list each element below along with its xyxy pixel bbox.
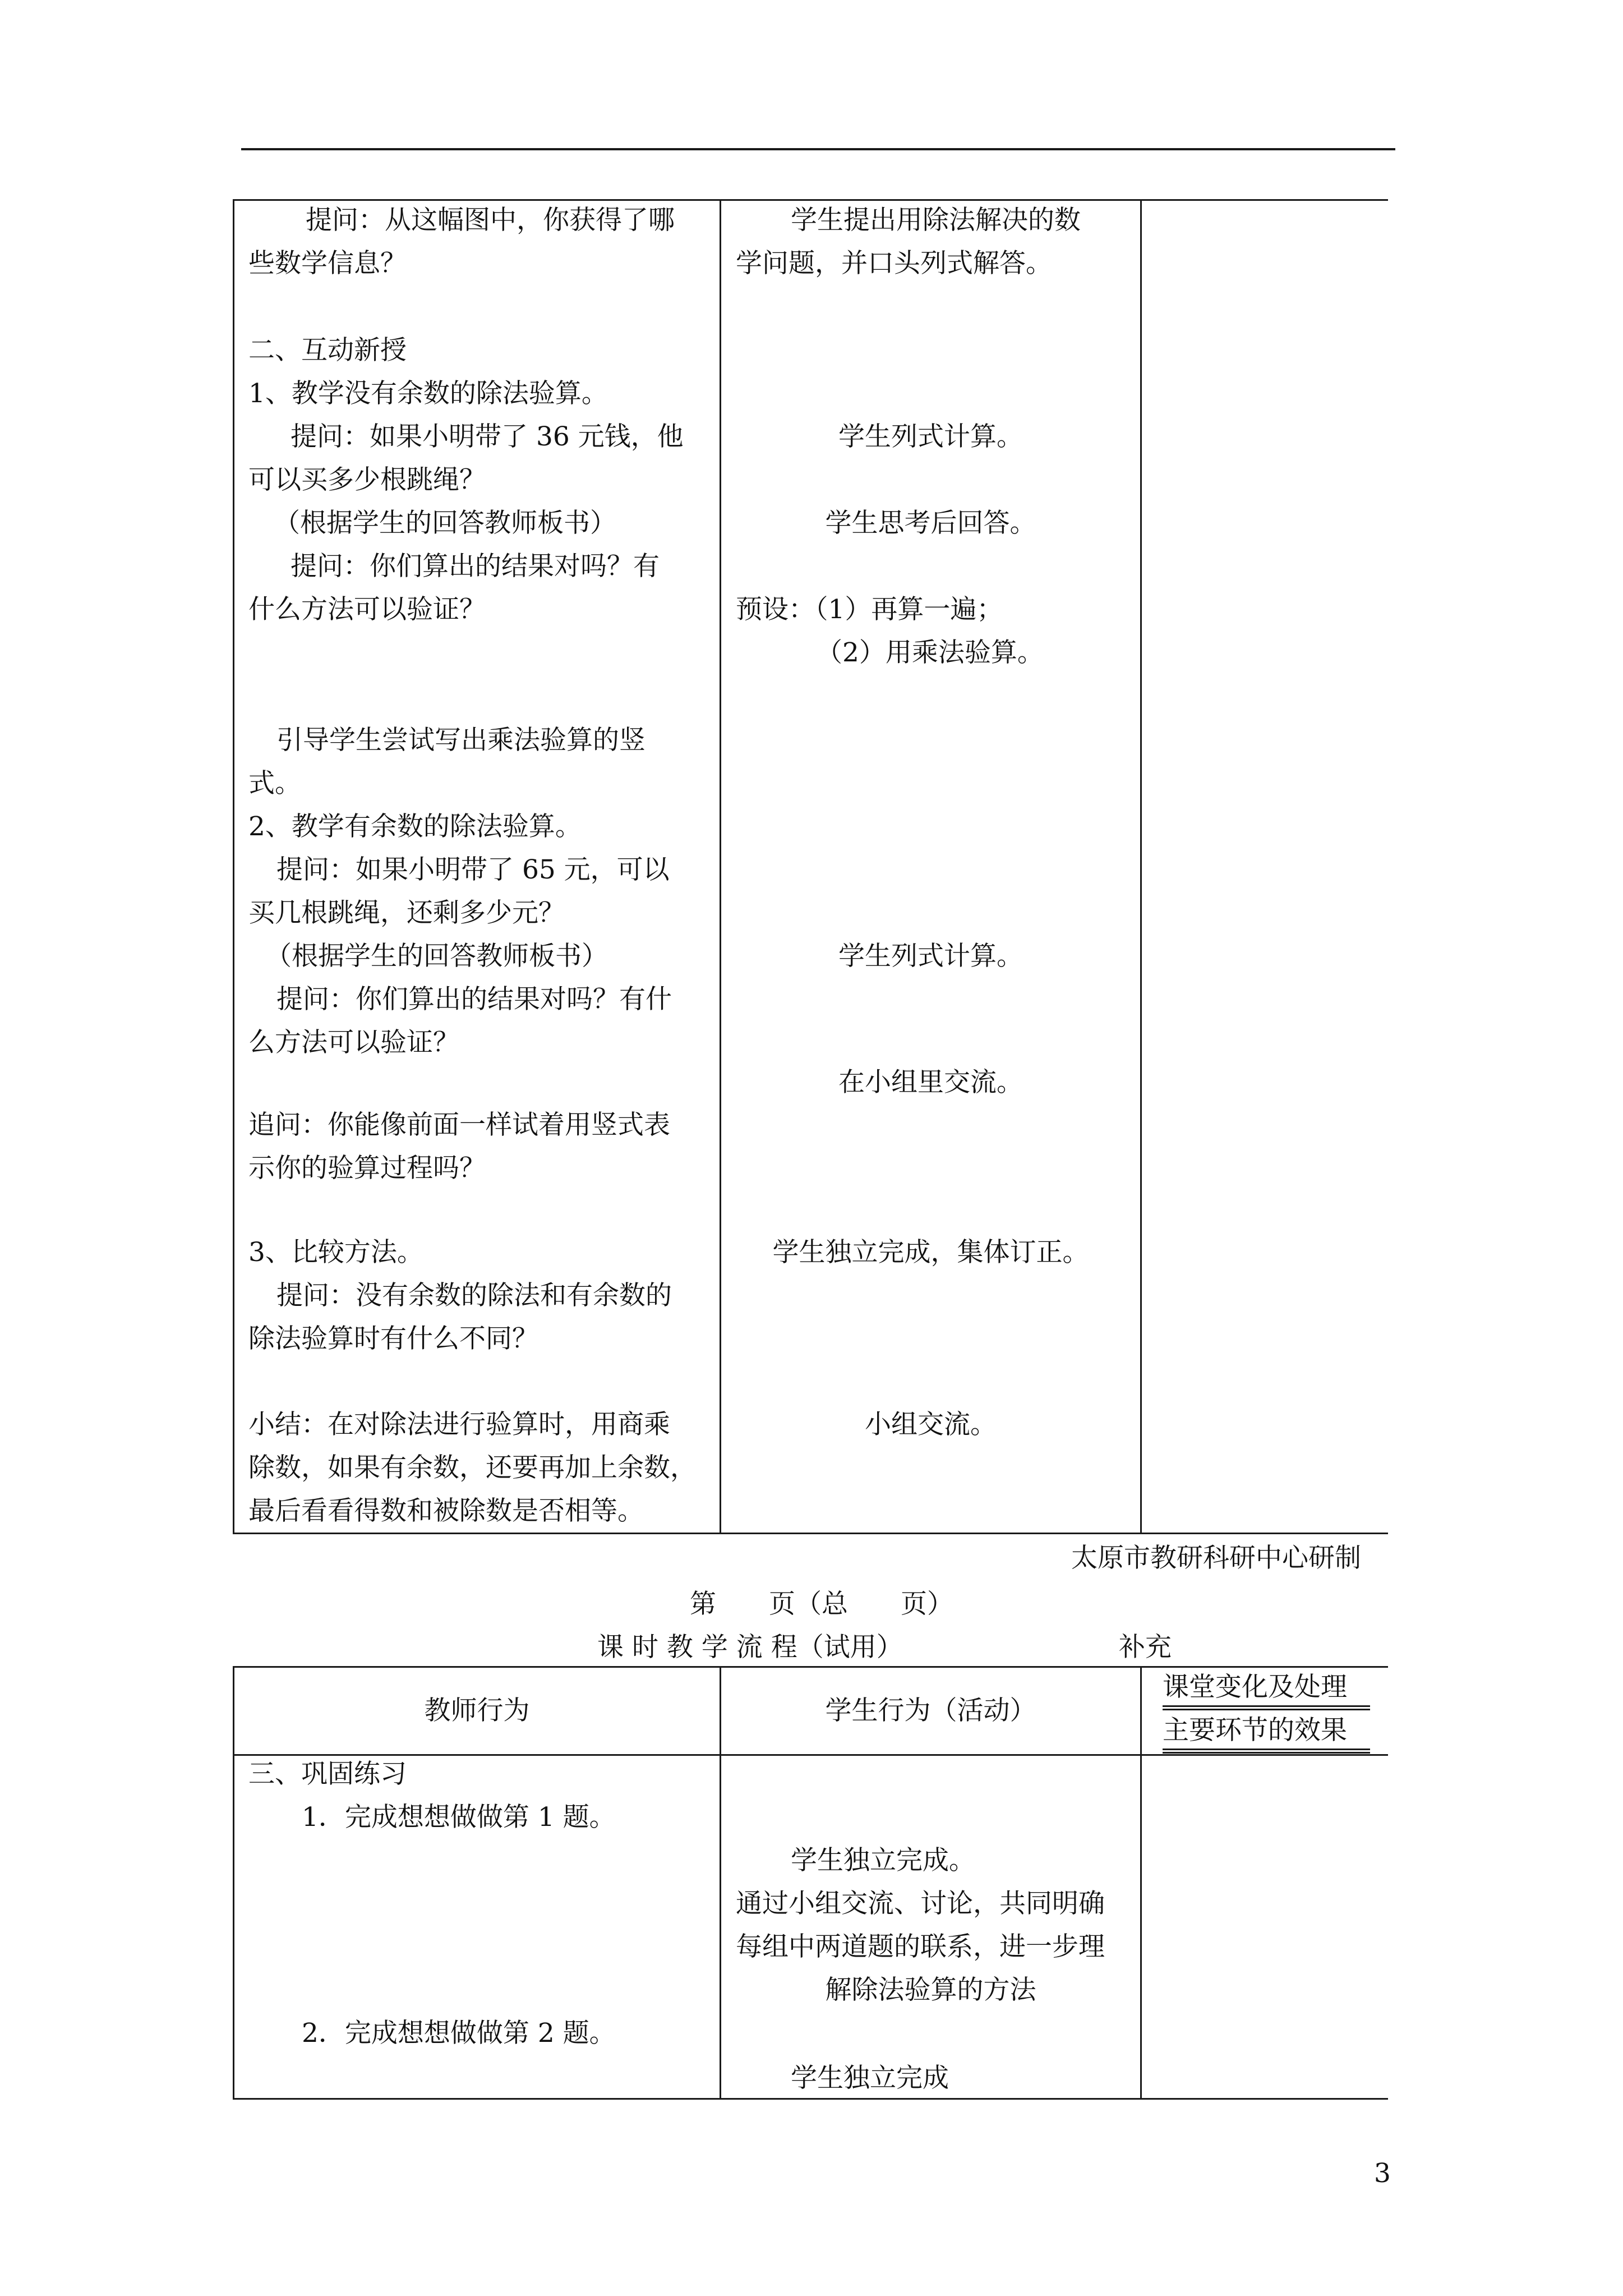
- header-underline: [1163, 1705, 1370, 1707]
- teacher-text-line: 式。: [248, 768, 301, 799]
- teacher-text-line: 1、教学没有余数的除法验算。: [248, 378, 608, 409]
- table2-header-border: [233, 1754, 1388, 1756]
- student-text-line: 每组中两道题的联系，进一步理: [736, 1931, 1105, 1962]
- header-rule: [241, 148, 1395, 150]
- student-text-line: 预设：（1）再算一遍；: [736, 594, 1003, 625]
- student-text-line: 学生独立完成。: [791, 1845, 975, 1876]
- exercise-item: 2．完成想想做做第 2 题。: [302, 2018, 616, 2049]
- table2-divider-2: [1140, 1666, 1142, 2100]
- table2-top-border: [233, 1666, 1388, 1668]
- teacher-text-line: 提问：如果小明带了 65 元，可以: [276, 854, 670, 885]
- teacher-text-line: 提问：你们算出的结果对吗？有: [291, 551, 660, 582]
- header-key-effects: 主要环节的效果: [1163, 1715, 1347, 1746]
- student-text-line: 学生列式计算。: [838, 941, 1023, 972]
- student-text-line: 解除法验算的方法: [825, 1975, 1036, 2005]
- teacher-text-line: 么方法可以验证？: [248, 1027, 459, 1058]
- student-text-line: 在小组里交流。: [838, 1067, 1023, 1098]
- student-text-line: 学生独立完成，集体订正。: [772, 1237, 1089, 1268]
- teacher-text-line: 除法验算时有什么不同？: [248, 1323, 538, 1354]
- teacher-text-line: 些数学信息？: [248, 248, 407, 279]
- teacher-text-line: 提问：如果小明带了 36 元钱，他: [291, 421, 684, 452]
- student-text-line: 学生提出用除法解决的数: [791, 205, 1081, 236]
- student-text-line: （2）用乘法验算。: [816, 637, 1044, 668]
- header-underline: [1163, 1749, 1370, 1750]
- supplement-label: 补充: [1119, 1632, 1172, 1663]
- table2-divider-1: [720, 1666, 721, 2100]
- section-heading: 3、比较方法。: [248, 1237, 423, 1268]
- page-number: 3: [1374, 2158, 1391, 2189]
- teacher-text-line: 提问：你们算出的结果对吗？有什: [276, 984, 672, 1015]
- student-text-line: 学生独立完成: [791, 2063, 949, 2093]
- teacher-text-line: 2、教学有余数的除法验算。: [248, 811, 582, 842]
- form-title: 课 时 教 学 流 程（试用）: [597, 1632, 903, 1663]
- student-text-line: 学问题，并口头列式解答。: [736, 248, 1052, 279]
- table1-divider-2: [1140, 199, 1142, 1534]
- student-text-line: 学生列式计算。: [838, 421, 1023, 452]
- section-heading: 二、互动新授: [248, 335, 407, 366]
- table2-left-border: [233, 1666, 234, 2100]
- teacher-text-line: （根据学生的回答教师板书）: [274, 508, 616, 539]
- teacher-text-line: 买几根跳绳，还剩多少元？: [248, 898, 565, 928]
- header-teacher-behavior: 教师行为: [424, 1695, 530, 1726]
- teacher-text-line: 提问：从这幅图中，你获得了哪: [306, 205, 675, 236]
- student-text-line: 学生思考后回答。: [825, 508, 1036, 539]
- page-count-label: 第 页（总 页）: [690, 1589, 953, 1619]
- summary-line: 最后看看得数和被除数是否相等。: [248, 1496, 644, 1526]
- table1-bottom-border: [233, 1533, 1388, 1534]
- teacher-text-line: 引导学生尝试写出乘法验算的竖: [276, 725, 645, 756]
- header-student-behavior: 学生行为（活动）: [825, 1695, 1036, 1726]
- teacher-text-line: （根据学生的回答教师板书）: [265, 941, 608, 972]
- header-underline: [1163, 1752, 1370, 1754]
- header-classroom-changes: 课堂变化及处理: [1163, 1672, 1347, 1703]
- table2-bottom-border: [233, 2098, 1388, 2100]
- teacher-text-line: 可以买多少根跳绳？: [248, 464, 486, 495]
- teacher-text-line: 示你的验算过程吗？: [248, 1153, 486, 1184]
- teacher-text-line: 追问：你能像前面一样试着用竖式表: [248, 1110, 670, 1140]
- credit-text: 太原市教研科研中心研制: [1071, 1543, 1361, 1573]
- summary-line: 小结：在对除法进行验算时，用商乘: [248, 1409, 670, 1440]
- student-text-line: 通过小组交流、讨论，共同明确: [736, 1888, 1105, 1919]
- table1-top-border: [233, 199, 1388, 201]
- teacher-text-line: 什么方法可以验证？: [248, 594, 486, 625]
- table1-divider-1: [720, 199, 721, 1534]
- header-underline: [1163, 1709, 1370, 1710]
- exercise-item: 1．完成想想做做第 1 题。: [302, 1802, 616, 1833]
- summary-line: 除数，如果有余数，还要再加上余数，: [248, 1452, 697, 1483]
- table1-left-border: [233, 199, 234, 1534]
- section-heading: 三、巩固练习: [248, 1759, 407, 1789]
- teacher-text-line: 提问：没有余数的除法和有余数的: [276, 1280, 672, 1311]
- student-text-line: 小组交流。: [865, 1409, 997, 1440]
